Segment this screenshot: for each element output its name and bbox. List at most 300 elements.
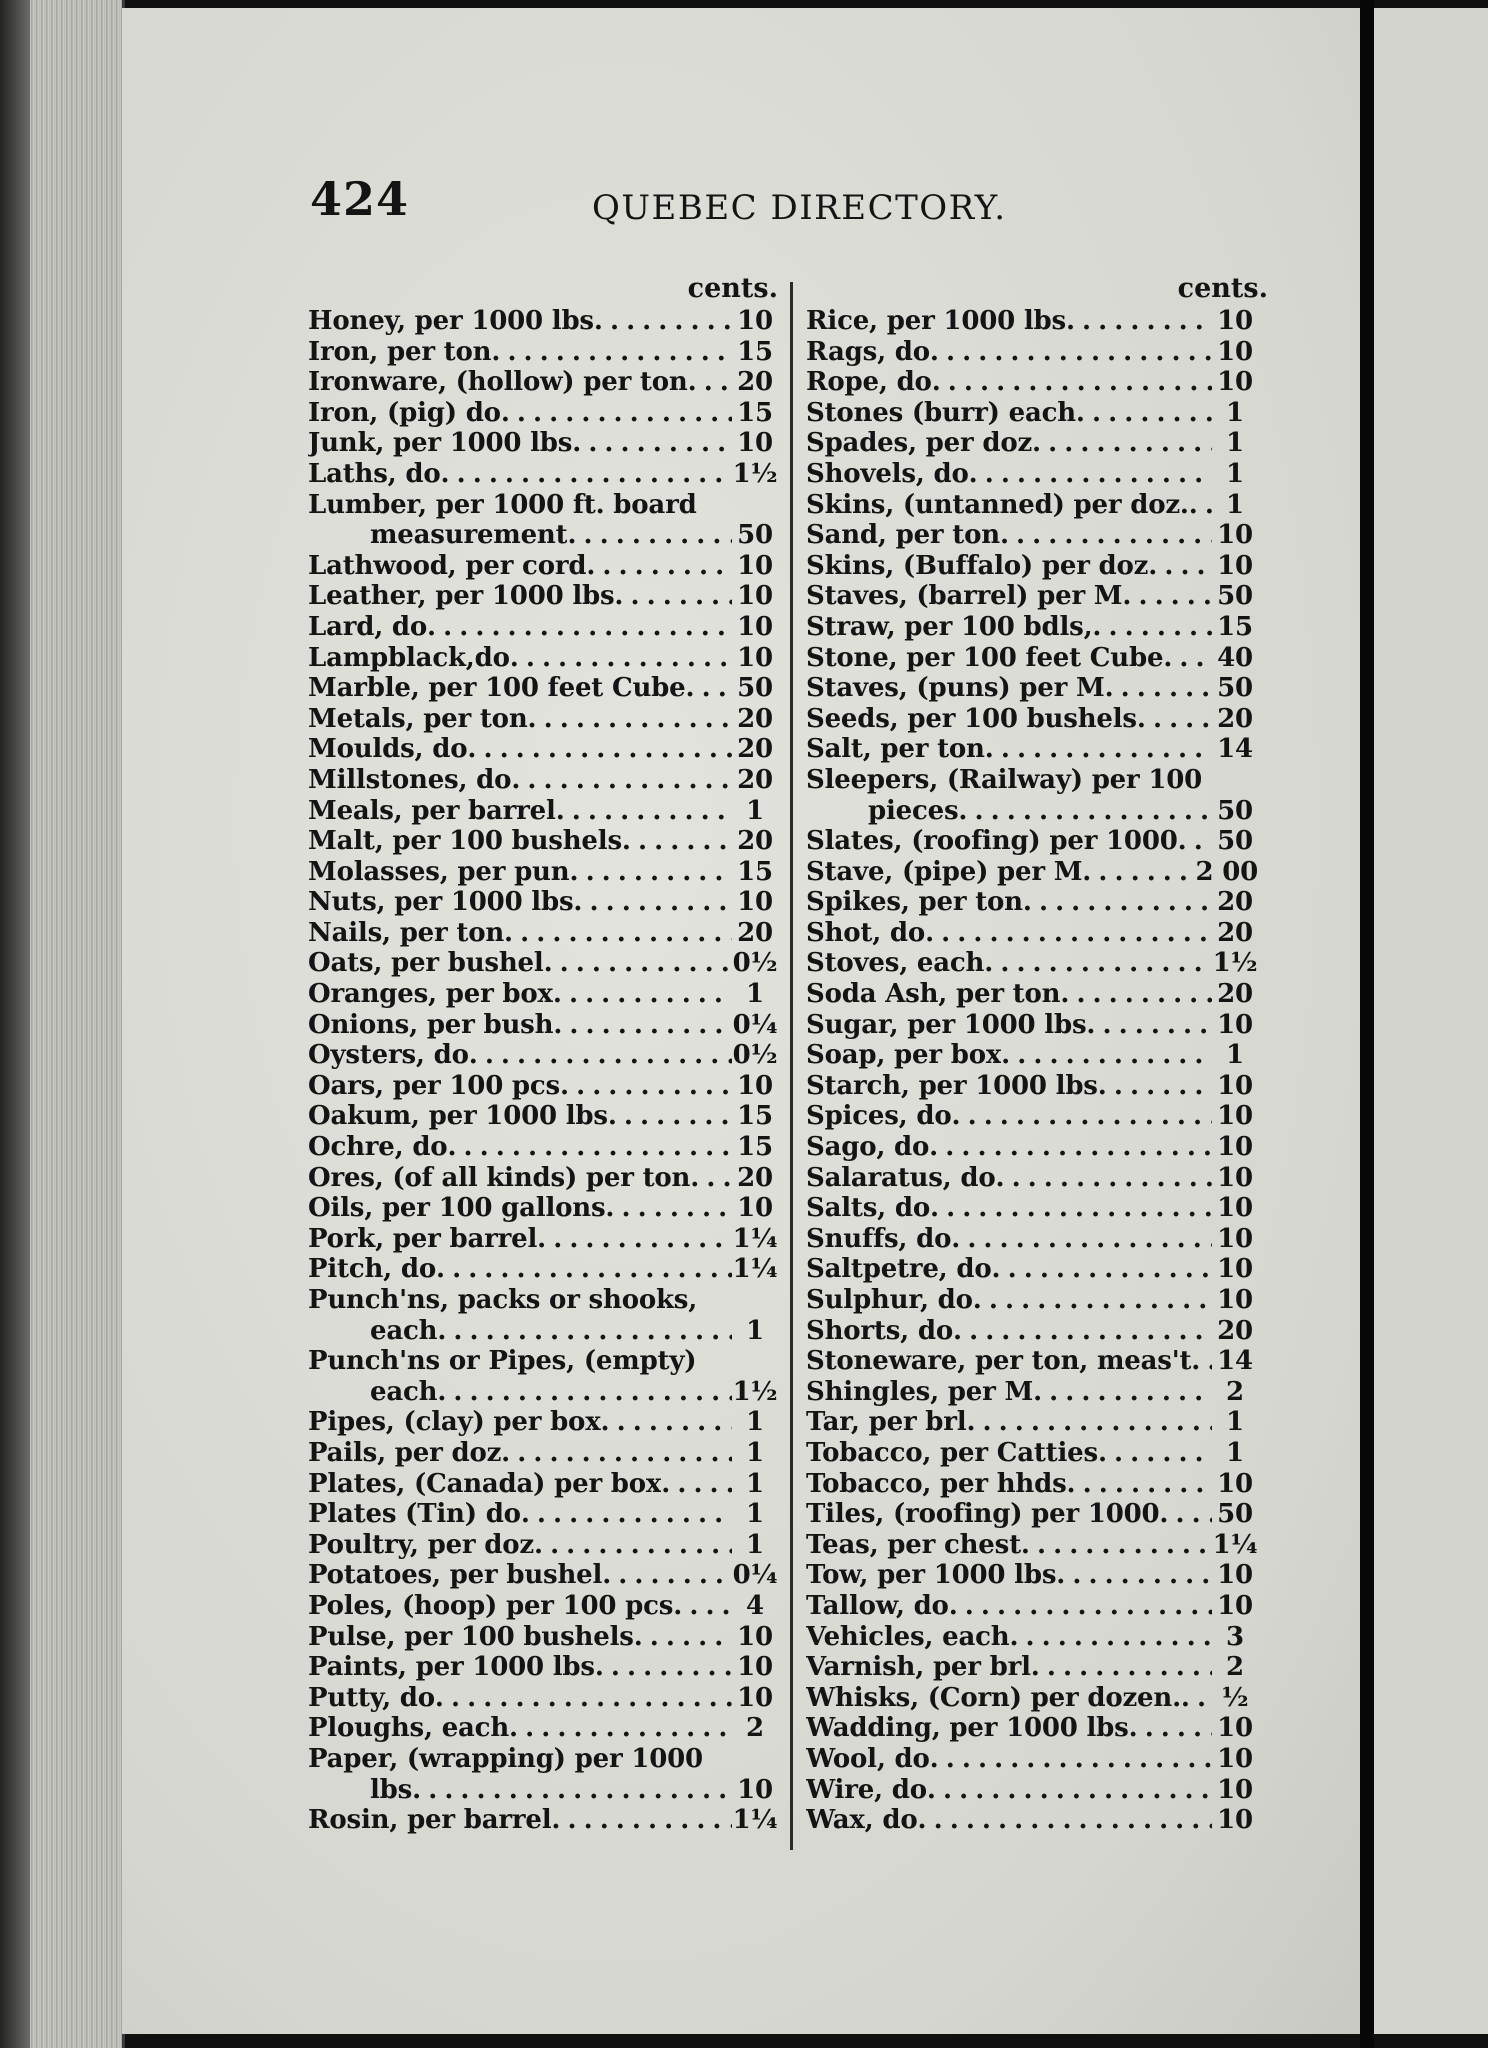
- item-name: Marble, per 100 feet Cube: [308, 673, 686, 704]
- item-rate: 50: [1217, 581, 1253, 612]
- item-rate: 0½: [732, 1040, 778, 1071]
- item-name: Putty, do: [308, 1682, 435, 1713]
- item-name: Oranges, per box: [308, 979, 553, 1010]
- item-name: Pork, per barrel: [308, 1223, 538, 1254]
- tariff-row: [308, 1713, 778, 1744]
- item-rate: 10: [1217, 520, 1253, 551]
- leader-dots: [501, 1438, 732, 1469]
- tariff-row: [308, 1224, 778, 1255]
- item-name: Iron, (pig) do: [308, 397, 501, 428]
- item-name: Shot, do: [806, 917, 926, 948]
- item-rate: 50: [1217, 1499, 1253, 1530]
- leader-dots: [601, 1407, 732, 1438]
- tariff-row: [806, 1254, 1258, 1285]
- leader-dots: [427, 612, 732, 643]
- item-rate: 1: [1226, 458, 1244, 489]
- item-name: Seeds, per 100 bushels: [806, 703, 1137, 734]
- leader-dots: [560, 1071, 732, 1102]
- item-rate: 2 00: [1195, 856, 1258, 887]
- item-name: Pails, per doz: [308, 1437, 502, 1468]
- leader-dots: [1159, 1499, 1212, 1530]
- tariff-row: [308, 1530, 778, 1561]
- leader-dots: [595, 1652, 732, 1683]
- item-rate: 10: [1217, 1254, 1253, 1285]
- leader-dots: [437, 1377, 732, 1408]
- leader-dots: [969, 459, 1212, 490]
- tariff-row: [308, 1346, 778, 1377]
- item-name: Nails, per ton: [308, 917, 505, 948]
- item-rate: 1: [746, 1315, 764, 1346]
- item-name: Oakum, per 1000 lbs: [308, 1101, 608, 1132]
- item-rate: 1: [746, 1468, 764, 1499]
- item-name: Onions, per bush: [308, 1009, 554, 1040]
- item-name: Poles, (hoop) per 100 pcs: [308, 1590, 674, 1621]
- item-name: Saltpetre, do: [806, 1254, 992, 1285]
- leader-dots: [435, 1683, 732, 1714]
- item-name: Lampblack,do: [308, 642, 510, 673]
- item-name: Shingles, per M: [806, 1376, 1034, 1407]
- item-rate: 14: [1217, 1346, 1253, 1377]
- item-rate: 10: [1217, 1070, 1253, 1101]
- item-rate: 20: [737, 1162, 773, 1193]
- leader-dots: [1129, 1713, 1212, 1744]
- item-rate: 10: [737, 1652, 773, 1683]
- item-name: Wool, do: [806, 1743, 930, 1774]
- item-rate: 10: [1217, 1132, 1253, 1163]
- leader-dots: [1066, 306, 1212, 337]
- item-rate: 10: [1217, 1590, 1253, 1621]
- leader-dots: [929, 1132, 1212, 1163]
- leader-dots: [614, 581, 732, 612]
- leader-dots: [534, 1530, 732, 1561]
- item-rate: 50: [737, 520, 773, 551]
- item-rate: 1¼: [732, 1223, 778, 1254]
- item-name: Soda Ash, per ton: [806, 979, 1061, 1010]
- column-divider: [790, 282, 793, 1850]
- leader-dots: [1001, 1040, 1212, 1071]
- leader-dots: [690, 1163, 732, 1194]
- leader-dots: [436, 1254, 732, 1285]
- item-name: Junk, per 1000 lbs: [308, 428, 573, 459]
- item-name: Straw, per 100 bdls,: [806, 611, 1093, 642]
- tariff-row: [806, 1163, 1258, 1194]
- item-rate: 20: [1217, 887, 1253, 918]
- leader-dots: [437, 1316, 732, 1347]
- item-rate: 1: [1226, 489, 1244, 520]
- item-name: Meals, per barrel: [308, 795, 556, 826]
- item-name: Molasses, per pun: [308, 856, 570, 887]
- tariff-row: [806, 581, 1258, 612]
- leader-dots: [544, 948, 732, 979]
- item-rate: 0½: [732, 948, 778, 979]
- item-name: pieces: [868, 795, 959, 826]
- leader-dots: [1009, 1622, 1212, 1653]
- item-name: Leather, per 1000 lbs: [308, 581, 615, 612]
- leader-dots: [932, 367, 1212, 398]
- item-rate: 1¼: [1212, 1529, 1258, 1560]
- item-name: Oars, per 100 pcs: [308, 1070, 560, 1101]
- item-rate: 10: [1217, 550, 1253, 581]
- leader-dots: [1098, 1071, 1212, 1102]
- leader-dots: [1031, 1652, 1212, 1683]
- leader-dots: [553, 1010, 732, 1041]
- left-column: [308, 272, 778, 1836]
- leader-dots: [1148, 551, 1212, 582]
- tariff-row: [806, 520, 1258, 551]
- item-name: Salaratus, do: [806, 1162, 996, 1193]
- leader-dots: [918, 1805, 1212, 1836]
- tariff-row: [806, 367, 1258, 398]
- item-rate: 10: [1217, 1805, 1253, 1836]
- tariff-row: [806, 1346, 1258, 1377]
- item-name: Varnish, per brl: [806, 1652, 1031, 1683]
- leader-dots: [556, 796, 732, 827]
- tariff-row: [308, 1805, 778, 1836]
- item-name: Nuts, per 1000 lbs: [308, 887, 574, 918]
- item-rate: 10: [1217, 1162, 1253, 1193]
- tariff-row: [308, 551, 778, 582]
- item-name: lbs: [370, 1774, 413, 1805]
- tariff-row: [806, 612, 1258, 643]
- item-name: Sand, per ton: [806, 520, 1000, 551]
- item-name: Stoneware, per ton, meas't: [806, 1346, 1192, 1377]
- item-rate: 20: [1217, 703, 1253, 734]
- item-rate: 10: [1217, 1193, 1253, 1224]
- item-name: Ores, (of all kinds) per ton: [308, 1162, 691, 1193]
- item-name: Skins, (untanned) per doz.: [806, 489, 1189, 520]
- tariff-row: [308, 1040, 778, 1071]
- tariff-row: [806, 398, 1258, 429]
- leader-dots: [925, 918, 1212, 949]
- item-name: Potatoes, per bushel: [308, 1560, 603, 1591]
- item-name: Stone, per 100 feet Cube: [806, 642, 1164, 673]
- tariff-row: [806, 1071, 1258, 1102]
- leader-dots: [521, 1499, 732, 1530]
- item-name: Rags, do: [806, 336, 930, 367]
- tariff-row: [308, 1775, 778, 1806]
- item-rate: 1: [1226, 1407, 1244, 1438]
- item-rate: 2: [746, 1713, 764, 1744]
- item-rate: 10: [1217, 1223, 1253, 1254]
- leader-dots: [594, 306, 732, 337]
- item-name: Salt, per ton: [806, 734, 985, 765]
- leader-dots: [1067, 1469, 1212, 1500]
- tariff-row: [806, 704, 1258, 735]
- book-page-edges: [0, 0, 125, 2048]
- tariff-row: [806, 428, 1258, 459]
- tariff-row: [308, 1683, 778, 1714]
- leader-dots: [1086, 1010, 1212, 1041]
- tariff-row: [308, 765, 778, 796]
- item-name: Soap, per box: [806, 1040, 1002, 1071]
- leader-dots: [528, 704, 732, 735]
- item-rate: 50: [1217, 795, 1253, 826]
- item-name: Rope, do: [806, 367, 932, 398]
- item-rate: 1: [746, 1499, 764, 1530]
- tariff-row: [308, 1010, 778, 1041]
- item-rate: 1: [1226, 397, 1244, 428]
- item-rate: 3: [1226, 1621, 1244, 1652]
- item-name: Pitch, do: [308, 1254, 436, 1285]
- leader-dots: [1076, 398, 1212, 429]
- tariff-row: [308, 857, 778, 888]
- item-name: Tobacco, per Catties: [806, 1437, 1098, 1468]
- leader-dots: [1137, 704, 1212, 735]
- leader-dots: [1033, 1377, 1212, 1408]
- tariff-row: [806, 734, 1258, 765]
- item-name: Paper, (wrapping) per 1000: [308, 1743, 703, 1774]
- tariff-row: [806, 1101, 1258, 1132]
- item-name: Wadding, per 1000 lbs: [806, 1713, 1129, 1744]
- leader-dots: [551, 1805, 732, 1836]
- item-name: Tiles, (roofing) per 1000: [806, 1499, 1160, 1530]
- item-name: Punch'ns or Pipes, (empty): [308, 1346, 697, 1377]
- tariff-row: [806, 887, 1258, 918]
- leader-dots: [1000, 520, 1212, 551]
- item-rate: 10: [737, 642, 773, 673]
- leader-dots: [958, 796, 1212, 827]
- leader-dots: [634, 1622, 732, 1653]
- leader-dots: [567, 520, 732, 551]
- tariff-row: [308, 306, 778, 337]
- tariff-row: [806, 1438, 1258, 1469]
- tariff-row: [806, 551, 1258, 582]
- item-rate: 10: [737, 887, 773, 918]
- item-name: Stones (burr) each: [806, 397, 1076, 428]
- item-name: Honey, per 1000 lbs: [308, 306, 594, 336]
- leader-dots: [553, 979, 732, 1010]
- binding-gutter: [1360, 0, 1374, 2048]
- tariff-row: [308, 1744, 778, 1775]
- tariff-row: [308, 1622, 778, 1653]
- tariff-row: [806, 1499, 1258, 1530]
- tariff-row: [806, 306, 1258, 337]
- leader-dots: [995, 1163, 1212, 1194]
- leader-dots: [469, 1040, 732, 1071]
- leader-dots: [510, 643, 732, 674]
- item-name: Sleepers, (Railway) per 100: [806, 764, 1203, 795]
- item-name: Oils, per 100 gallons: [308, 1193, 606, 1224]
- item-name: Pipes, (clay) per box: [308, 1407, 601, 1438]
- item-rate: 20: [737, 826, 773, 857]
- item-rate: 50: [1217, 673, 1253, 704]
- tariff-row: [806, 1316, 1258, 1347]
- tariff-row: [308, 1316, 778, 1347]
- item-name: Metals, per ton: [308, 703, 528, 734]
- leader-dots: [1023, 887, 1212, 918]
- item-name: Malt, per 100 bushels: [308, 826, 622, 857]
- item-name: Starch, per 1000 lbs: [806, 1070, 1098, 1101]
- item-rate: 20: [1217, 1315, 1253, 1346]
- item-rate: 1½: [1212, 948, 1258, 979]
- leader-dots: [953, 1316, 1212, 1347]
- leader-dots: [1122, 581, 1212, 612]
- leader-dots: [661, 1469, 732, 1500]
- tariff-row: [308, 1101, 778, 1132]
- tariff-row: [308, 887, 778, 918]
- leader-dots: [605, 1193, 732, 1224]
- leader-dots: [467, 734, 732, 765]
- item-rate: 1: [1226, 1437, 1244, 1468]
- tariff-row: [806, 796, 1258, 827]
- tariff-row: [308, 1591, 778, 1622]
- item-name: Spades, per doz: [806, 428, 1033, 459]
- tariff-row: [806, 1805, 1258, 1836]
- leader-dots: [1032, 428, 1212, 459]
- item-rate: 10: [1217, 1285, 1253, 1315]
- item-name: Wax, do: [806, 1805, 918, 1836]
- item-name: Stave, (pipe) per M: [806, 856, 1083, 887]
- item-name: Sugar, per 1000 lbs: [806, 1009, 1087, 1040]
- tariff-row: [806, 1285, 1258, 1316]
- item-rate: 1½: [732, 1376, 778, 1407]
- facing-page-edge: [1374, 8, 1488, 2034]
- tariff-row: [308, 520, 778, 551]
- item-rate: 2: [1226, 1652, 1244, 1683]
- leader-dots: [973, 1285, 1212, 1316]
- item-rate: 15: [737, 856, 773, 887]
- item-rate: 1¼: [732, 1254, 778, 1285]
- item-name: Ironware, (hollow) per ton: [308, 367, 688, 398]
- leader-dots: [1163, 643, 1212, 674]
- item-rate: 1: [746, 1529, 764, 1560]
- item-name: Slates, (roofing) per 1000: [806, 826, 1178, 857]
- item-rate: 1: [746, 979, 764, 1010]
- tariff-row: [806, 979, 1258, 1010]
- item-name: Pulse, per 100 bushels: [308, 1621, 634, 1652]
- leader-dots: [1191, 1346, 1212, 1377]
- tariff-row: [806, 1530, 1258, 1561]
- leader-dots: [569, 857, 732, 888]
- item-rate: 20: [737, 917, 773, 948]
- item-name: Rosin, per barrel: [308, 1805, 552, 1836]
- tariff-row: [308, 826, 778, 857]
- tariff-row: [806, 459, 1258, 490]
- item-name: measurement: [370, 520, 568, 551]
- leader-dots: [586, 551, 732, 582]
- leader-dots: [966, 1407, 1212, 1438]
- item-name: Tallow, do: [806, 1590, 949, 1621]
- item-rate: 10: [1217, 367, 1253, 398]
- leader-dots: [447, 1132, 732, 1163]
- item-rate: 10: [737, 1621, 773, 1652]
- leader-dots: [992, 1254, 1212, 1285]
- item-name: Snuffs, do: [806, 1223, 952, 1254]
- tariff-row: [806, 337, 1258, 368]
- tariff-row: [806, 673, 1258, 704]
- item-name: Vehicles, each: [806, 1621, 1010, 1652]
- left-column-header: cents.: [687, 273, 778, 304]
- leader-dots: [573, 887, 732, 918]
- item-rate: 10: [737, 550, 773, 581]
- tariff-row: [308, 1469, 778, 1500]
- leader-dots: [1021, 1530, 1212, 1561]
- item-name: Plates, (Canada) per box: [308, 1468, 662, 1499]
- tariff-row: [308, 918, 778, 949]
- leader-dots: [509, 1713, 732, 1744]
- tariff-row: [308, 428, 778, 459]
- item-name: Ochre, do: [308, 1132, 448, 1163]
- item-rate: 20: [737, 764, 773, 795]
- tariff-row: [806, 826, 1258, 857]
- item-rate: ½: [1221, 1682, 1249, 1713]
- tariff-row: [308, 1652, 778, 1683]
- tariff-row: [308, 1163, 778, 1194]
- leader-dots: [951, 1101, 1212, 1132]
- tariff-row: [308, 337, 778, 368]
- item-name: Lard, do: [308, 611, 428, 642]
- item-rate: 20: [737, 703, 773, 734]
- item-rate: 10: [1217, 1101, 1253, 1132]
- item-rate: 10: [1217, 306, 1253, 336]
- leader-dots: [572, 428, 732, 459]
- item-rate: 10: [1217, 1743, 1253, 1774]
- item-name: Spikes, per ton: [806, 887, 1023, 918]
- tariff-row: [308, 490, 778, 521]
- tariff-row: [308, 796, 778, 827]
- tariff-row: [806, 1713, 1258, 1744]
- item-rate: 1: [746, 1437, 764, 1468]
- item-name: Laths, do: [308, 458, 441, 489]
- right-column: [806, 272, 1268, 1836]
- item-name: Stoves, each: [806, 948, 985, 979]
- item-rate: 15: [1217, 611, 1253, 642]
- item-name: Lumber, per 1000 ft. board: [308, 489, 697, 520]
- item-name: Plates (Tin) do: [308, 1499, 521, 1530]
- item-name: Poultry, per doz: [308, 1529, 534, 1560]
- leader-dots: [930, 1744, 1212, 1775]
- item-rate: 10: [737, 611, 773, 642]
- tariff-row: [308, 1254, 778, 1285]
- item-name: Shorts, do: [806, 1315, 953, 1346]
- item-rate: 10: [1217, 1774, 1253, 1805]
- item-name: Salts, do: [806, 1193, 930, 1224]
- tariff-row: [806, 1377, 1258, 1408]
- item-rate: 10: [1217, 1560, 1253, 1591]
- tariff-row: [308, 1285, 778, 1316]
- item-rate: 15: [737, 397, 773, 428]
- leader-dots: [537, 1224, 732, 1255]
- item-rate: 15: [737, 1132, 773, 1163]
- leader-dots: [1098, 1438, 1212, 1469]
- item-rate: 1: [1226, 1040, 1244, 1071]
- tariff-row: [308, 979, 778, 1010]
- item-rate: 10: [1217, 1009, 1253, 1040]
- leader-dots: [1178, 826, 1212, 857]
- tariff-row: [308, 1407, 778, 1438]
- item-name: Teas, per chest: [806, 1529, 1021, 1560]
- item-name: Skins, (Buffalo) per doz: [806, 550, 1149, 581]
- leader-dots: [1082, 857, 1195, 888]
- leader-dots: [1092, 612, 1212, 643]
- tariff-row: [308, 612, 778, 643]
- leader-dots: [688, 367, 732, 398]
- tariff-row: [806, 490, 1258, 521]
- item-name: Whisks, (Corn) per dozen.: [806, 1682, 1181, 1713]
- item-name: Spices, do: [806, 1101, 952, 1132]
- item-name: Moulds, do: [308, 734, 468, 765]
- tariff-row: [308, 1193, 778, 1224]
- tariff-row: [806, 1683, 1258, 1714]
- running-head: QUEBEC DIRECTORY.: [592, 188, 1007, 228]
- item-rate: 50: [737, 673, 773, 704]
- tariff-row: [806, 765, 1258, 796]
- item-rate: 4: [746, 1590, 764, 1621]
- tariff-row: [308, 643, 778, 674]
- item-rate: 40: [1217, 642, 1253, 673]
- item-rate: 10: [737, 1070, 773, 1101]
- item-name: Staves, (barrel) per M: [806, 581, 1123, 612]
